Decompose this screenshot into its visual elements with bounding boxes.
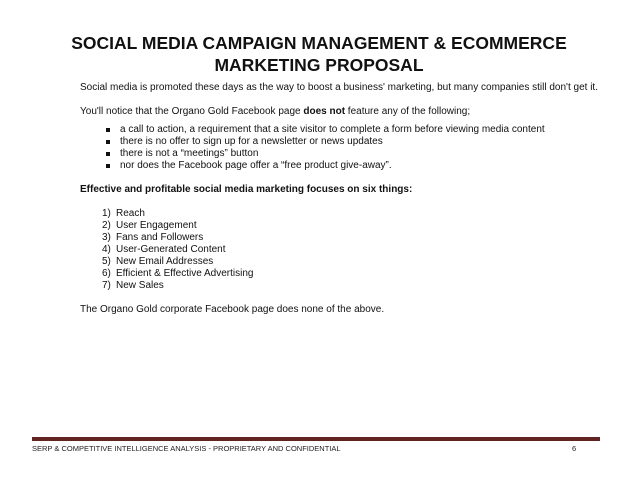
list-item [102,268,600,280]
document-body [80,82,600,328]
section-heading: Effective and profitable social media marketing focuses on six things: [80,184,413,195]
list-item [102,244,600,256]
item-text: User-Generated Content [116,244,226,255]
footer-rule [32,437,600,441]
title-line-1: SOCIAL MEDIA CAMPAIGN MANAGEMENT & ECOMMERCE [71,33,567,53]
list-item [102,232,600,244]
notice-paragraph [80,106,600,118]
item-number: 1) [102,208,111,219]
list-item: a call to action, a requirement that a site visitor to complete a form before viewing media content [120,124,600,136]
item-text: User Engagement [116,220,197,231]
item-text: New Email Addresses [116,256,214,267]
list-item: there is not a “meetings” button [120,148,600,160]
page-number: 6 [572,444,577,453]
list-item [102,256,600,268]
list-item [102,208,600,220]
closing-paragraph: The Organo Gold corporate Facebook page does none of the above. [80,304,385,315]
item-number: 3) [102,232,111,243]
notice-text: You'll notice that the Organo Gold Facebook page [80,106,304,117]
item-number: 4) [102,244,111,255]
item-text: Reach [116,208,145,219]
item-number: 5) [102,256,111,267]
list-item [102,280,600,292]
item-number: 6) [102,268,111,279]
list-item: there is no offer to sign up for a newsletter or news updates [120,136,600,148]
notice-emphasis: does not [303,106,346,117]
item-number: 7) [102,280,111,291]
page-title [0,32,638,76]
focus-list [80,208,600,292]
list-item [102,220,600,232]
item-number: 2) [102,220,111,231]
list-item: nor does the Facebook page offer a “free product give-away”. [120,160,600,172]
footer-text: SERP & COMPETITIVE INTELLIGENCE ANALYSIS - PROPRIETARY AND CONFIDENTIAL [32,444,341,453]
item-text: New Sales [116,280,164,291]
item-text: Fans and Followers [116,232,204,243]
missing-features-list [80,124,600,172]
item-text: Efficient & Effective Advertising [116,268,254,279]
title-line-2: MARKETING PROPOSAL [214,55,424,75]
notice-text-end: feature any of the following; [345,106,471,117]
intro-paragraph: Social media is promoted these days as the way to boost a business' marketing, but many companies still don't get it. [80,82,598,93]
